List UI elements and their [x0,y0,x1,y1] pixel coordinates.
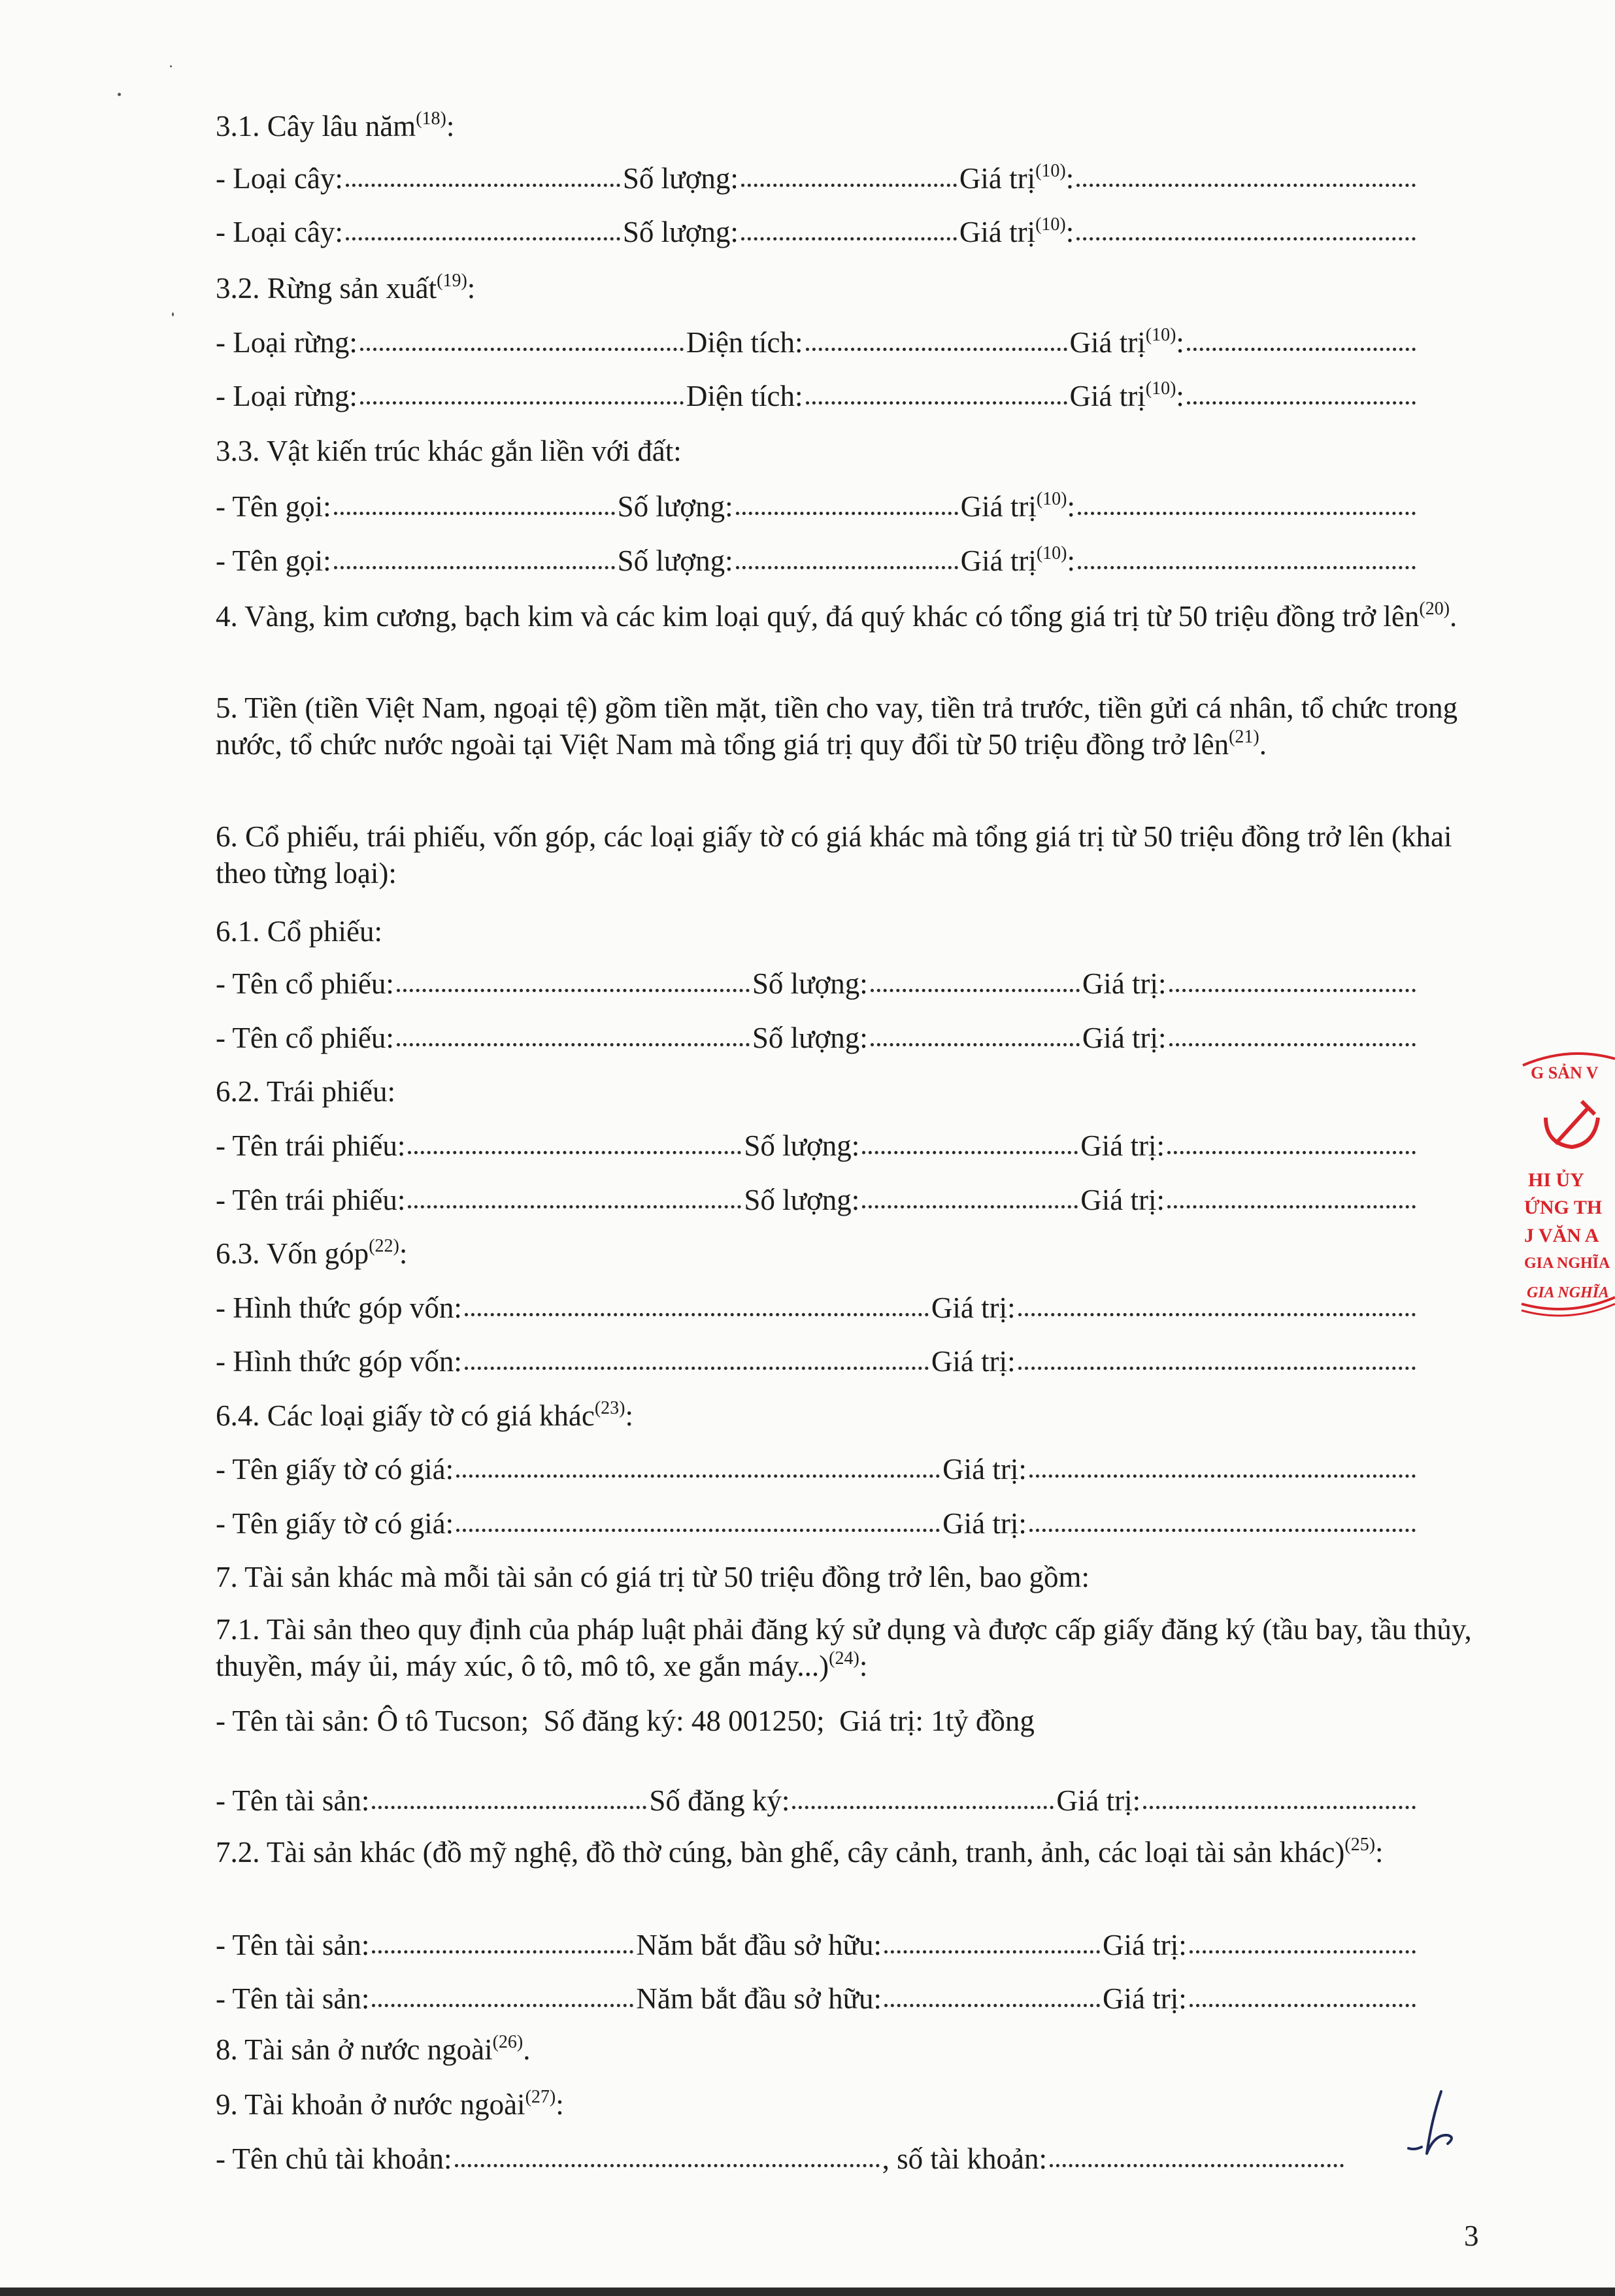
section-6-3-heading: 6.3. Vốn góp$^{(22)}$: [216,1236,408,1270]
section-6-4-heading: 6.4. Các loại giấy tờ có giá khác$^{(23)}$: [216,1398,634,1432]
section-5-paragraph: 5. Tiền (tiền Việt Nam, ngoại tệ) gồm tiền mặt, tiền cho vay, tiền trả trước, tiền gửi cá nhân, tổ chức trong nước, tổ chức nước ngoài tại Việt Nam mà tổng giá trị quy đổi từ 50 triệu đồng trở lên$^{(21)}$. [216,691,1458,761]
section-3-3-heading: 3.3. Vật kiến trúc khác gắn liền với đất: [216,435,682,467]
section-6-1-row-1: - Tên cổ phiếu: Số lượng: Giá trị: [216,965,1418,1002]
section-3-3-row-2: - Tên gọi: Số lượng: Giá trị$^{(10)}$: [216,542,1418,579]
section-3-2-row-2: - Loại rừng: Diện tích: Giá trị$^{(10)}$: [216,378,1418,414]
stamp-text-1: G SẢN V [1531,1063,1599,1082]
section-7-2-row-2: - Tên tài sản: Năm bắt đầu sở hữu: Giá trị: [216,1980,1418,2017]
section-7-1-paragraph: 7.1. Tài sản theo quy định của pháp luật phải đăng ký sử dụng và được cấp giấy đăng ký (tầu bay, tầu thủy, thuyền, máy ủi, máy xúc, ô tô, mô tô, xe gắn máy...)$^{(24)}$: [216,1613,1472,1682]
section-4-paragraph: 4. Vàng, kim cương, bạch kim và các kim loại quý, đá quý khác có tổng giá trị từ 50 triệu đồng trở lên$^{(20)}$. [216,599,1457,633]
section-6-paragraph: 6. Cổ phiếu, trái phiếu, vốn góp, các loại giấy tờ có giá khác mà tổng giá trị từ 50 triệu đồng trở lên (khai theo từng loại): [216,820,1452,890]
hammer-sickle-icon [1546,1101,1598,1147]
section-9-row: - Tên chủ tài khoản: , số tài khoản: [216,2140,1418,2177]
section-7-heading: 7. Tài sản khác mà mỗi tài sản có giá trị từ 50 triệu đồng trở lên, bao gồm: [216,1561,1090,1593]
section-7-1-row: - Tên tài sản: Số đăng ký: Giá trị: [216,1782,1418,1819]
handwritten-initial-signature [1395,2088,1467,2160]
section-8-heading: 8. Tài sản ở nước ngoài$^{(26)}$. [216,2032,531,2066]
section-6-1-heading: 6.1. Cổ phiếu: [216,915,382,948]
section-3-1-row-2: - Loại cây: Số lượng: Giá trị$^{(10)}$: [216,214,1418,250]
section-3-1-heading: 3.1. Cây lâu năm$^{(18)}$: [216,108,455,142]
section-6-1-row-2: - Tên cổ phiếu: Số lượng: Giá trị: [216,1020,1418,1056]
section-6-2-row-1: - Tên trái phiếu: Số lượng: Giá trị: [216,1127,1418,1164]
section-7-1-filled-entry: - Tên tài sản: Ô tô Tucson; Số đăng ký: 48 001250; Giá trị: 1tỷ đồng [216,1705,1035,1737]
scan-bottom-edge [0,2288,1615,2296]
stamp-text-6: GIA NGHĨA [1527,1284,1610,1301]
section-6-3-row-1: - Hình thức góp vốn: Giá trị: [216,1289,1418,1326]
stamp-text-3: ỨNG TH [1524,1197,1603,1218]
section-6-2-row-2: - Tên trái phiếu: Số lượng: Giá trị: [216,1182,1418,1218]
section-6-4-row-2: - Tên giấy tờ có giá: Giá trị: [216,1505,1418,1542]
stamp-text-4: J VĂN A [1524,1225,1599,1246]
section-3-1-row-1: - Loại cây: Số lượng: Giá trị$^{(10)}$: [216,160,1418,197]
section-3-2-heading: 3.2. Rừng sản xuất$^{(19)}$: [216,271,476,305]
section-3-3-row-1: - Tên gọi: Số lượng: Giá trị$^{(10)}$: [216,488,1418,525]
scan-speck [172,312,174,316]
scan-speck [118,93,121,96]
stamp-text-5: GIA NGHĨA [1524,1255,1610,1272]
section-7-2-paragraph: 7.2. Tài sản khác (đồ mỹ nghệ, đồ thờ cúng, bàn ghế, cây cảnh, tranh, ảnh, các loại tài sản khác)$^{(25)}$: [216,1835,1384,1869]
stamp-text-2: HI ỦY [1528,1169,1584,1191]
section-6-4-row-1: - Tên giấy tờ có giá: Giá trị: [216,1451,1418,1488]
scan-speck [170,65,172,67]
section-6-2-heading: 6.2. Trái phiếu: [216,1075,396,1108]
section-7-2-row-1: - Tên tài sản: Năm bắt đầu sở hữu: Giá trị: [216,1927,1418,1963]
section-3-2-row-1: - Loại rừng: Diện tích: Giá trị$^{(10)}$: [216,324,1418,361]
section-9-heading: 9. Tài khoản ở nước ngoài$^{(27)}$: [216,2087,564,2121]
red-official-stamp [1516,1046,1615,1320]
page-number: 3 [1464,2220,1479,2252]
section-6-3-row-2: - Hình thức góp vốn: Giá trị: [216,1343,1418,1380]
